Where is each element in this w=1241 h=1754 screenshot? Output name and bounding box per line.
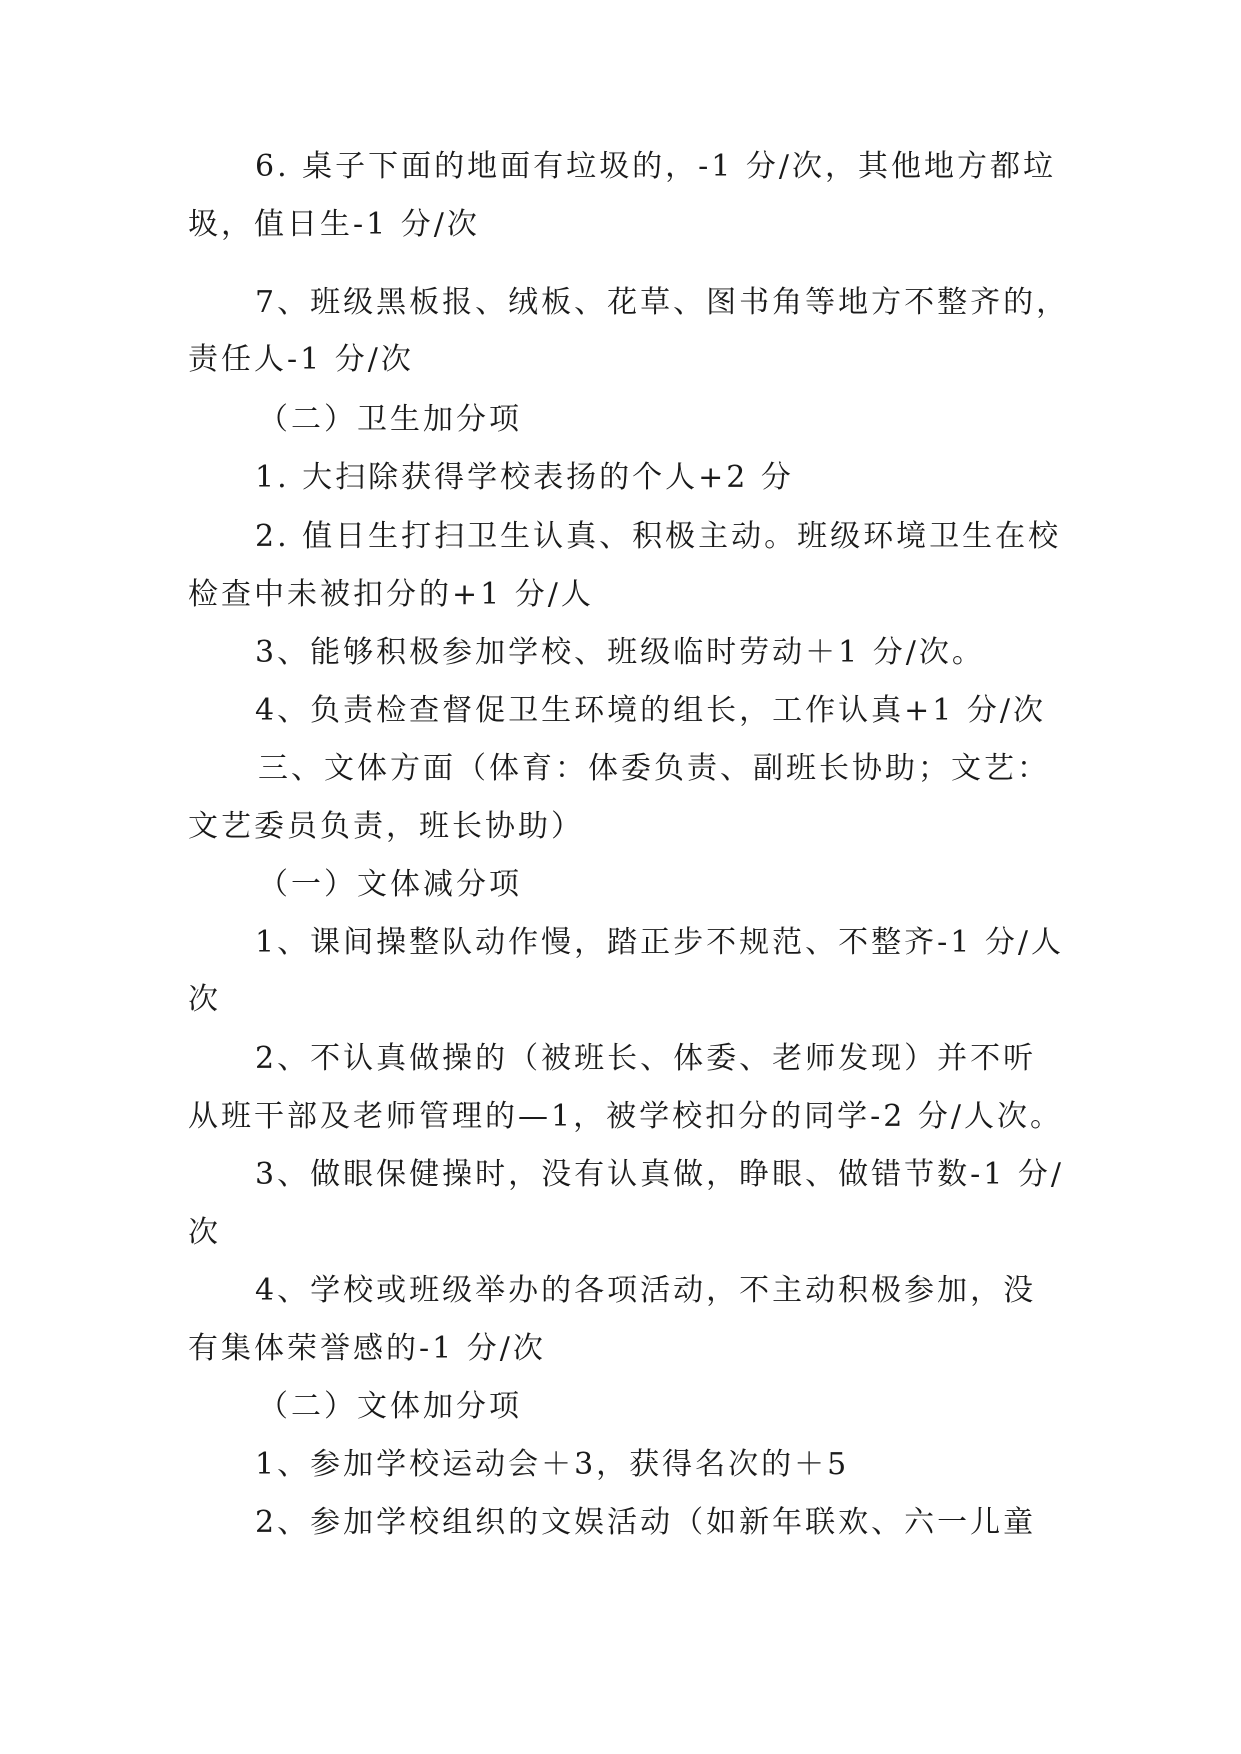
text-line: 检查中未被扣分的+1 分/人 bbox=[188, 577, 594, 612]
text-line: 2、参加学校组织的文娱活动（如新年联欢、六一儿童 bbox=[255, 1505, 1037, 1540]
text-line: 3、能够积极参加学校、班级临时劳动＋1 分/次。 bbox=[255, 635, 985, 670]
text-line: 责任人-1 分/次 bbox=[188, 342, 414, 377]
section-heading: （二）文体加分项 bbox=[258, 1389, 522, 1424]
text-line: 圾，值日生-1 分/次 bbox=[188, 207, 480, 242]
section-heading: （二）卫生加分项 bbox=[258, 402, 522, 437]
text-line: 6. 桌子下面的地面有垃圾的，-1 分/次，其他地方都垃 bbox=[255, 149, 1057, 184]
text-line: 4、学校或班级举办的各项活动，不主动积极参加，没 bbox=[255, 1273, 1037, 1308]
section-heading: （一）文体减分项 bbox=[258, 867, 522, 902]
text-line: 2. 值日生打扫卫生认真、积极主动。班级环境卫生在校 bbox=[255, 519, 1062, 554]
text-line: 1. 大扫除获得学校表扬的个人+2 分 bbox=[255, 460, 794, 495]
text-line: 1、课间操整队动作慢，踏正步不规范、不整齐-1 分/人 bbox=[255, 925, 1064, 960]
text-line: 有集体荣誉感的-1 分/次 bbox=[188, 1331, 546, 1366]
text-line: 次 bbox=[188, 1215, 221, 1250]
text-line: 1、参加学校运动会＋3，获得名次的＋5 bbox=[255, 1447, 850, 1482]
text-line: 次 bbox=[188, 982, 221, 1017]
text-line: 7、班级黑板报、绒板、花草、图书角等地方不整齐的， bbox=[255, 285, 1070, 320]
text-line: 3、做眼保健操时，没有认真做，睁眼、做错节数-1 分/ bbox=[255, 1157, 1064, 1192]
section-heading: 三、文体方面（体育：体委负责、副班长协助；文艺： bbox=[258, 751, 1050, 786]
text-line: 2、不认真做操的（被班长、体委、老师发现）并不听 bbox=[255, 1041, 1037, 1076]
text-line: 从班干部及老师管理的—1，被学校扣分的同学-2 分/人次。 bbox=[188, 1099, 1063, 1134]
text-line: 4、负责检查督促卫生环境的组长，工作认真+1 分/次 bbox=[255, 693, 1046, 728]
text-line: 文艺委员负责，班长协助） bbox=[188, 809, 584, 844]
